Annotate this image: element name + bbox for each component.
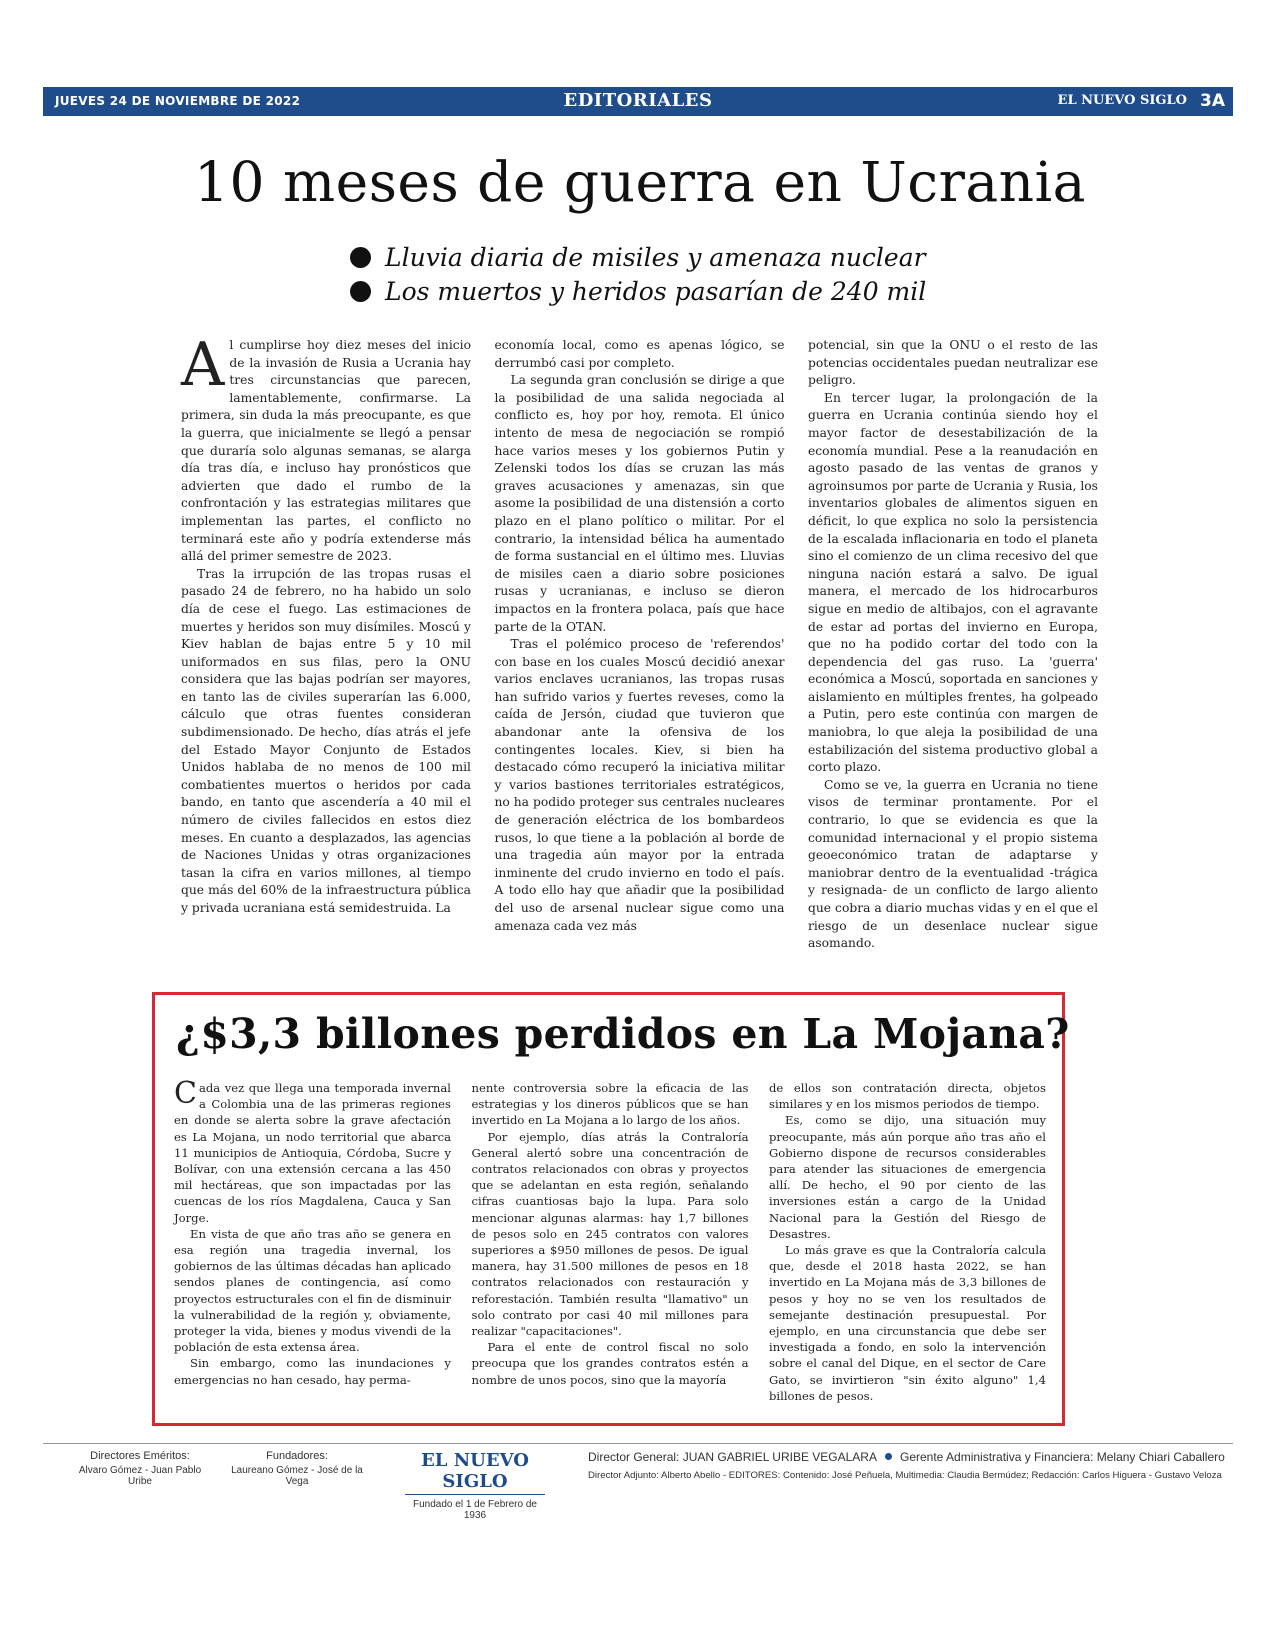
paragraph: En tercer lugar, la prolongación de la guerra en Ucrania continúa siendo hoy el mayor factor de desestabilización de la economía mundial. Pese a la reanudación en agosto pasado de las ventas de granos y agroinsumos por parte de Ucrania y Rusia, los inventarios globales de alimentos siguen en déficit, lo que explica no solo la persistencia de la escalada inflacionaria en todo el planeta sino el comienzo de un clima recesivo del que ninguna nación estará a salvo. De igual manera, el mercado de los hidrocarburos sigue en medio de altibajos, con el agravante de estar ad portas del invierno en Europa, que no ha podido cortar del todo con la dependencia del gas ruso. La 'guerra' económica a Moscú, soportada en sanciones y aislamiento en múltiples frentes, ha golpeado a Putin, pero este continúa con margen de maniobra, lo que aleja la posibilidad de una estabilización del sistema productivo global a corto plazo. (808, 390, 1098, 775)
bullet-icon (350, 247, 371, 268)
editorial-2-body (174, 1076, 1046, 1410)
page-number: 3A (1200, 91, 1225, 111)
editorial-1-column-3 (808, 337, 1098, 1009)
paragraph: nente controversia sobre la eficacia de las estrategias y los dineros públicos que se han invertido en La Mojana a lo largo de los años. (471, 1081, 749, 1128)
paragraph: Cada vez que llega una temporada invernal a Colombia una de las primeras regiones en donde se alerta sobre la grave afectación es La Mojana, un nodo territorial que abarca 11 municipios de Antioquia, Córdoba, Sucre y Bolívar, con una extensión cercana a las 450 mil hectáreas, que son impactadas por las cuencas de los ríos Magdalena, Cauca y San Jorge. (174, 1076, 451, 1225)
subhead-text: Los muertos y heridos pasarían de 240 mil (385, 276, 927, 306)
paragraph: Tras el polémico proceso de 'referendos' con base en los cuales Moscú decidió anexar varios enclaves ucranianos, las tropas rusas han sufrido varios y fuertes reveses, como la caída de Jersón, ciudad que tuvieron que abandonar ante la ofensiva de los contingentes locales. Kiev, si bien ha destacado cómo recuperó la iniciativa militar y varios bastiones territoriales estratégicos, no ha podido proteger sus centrales nucleares de generación eléctrica de los bombardeos rusos, lo que tiene a la población al borde de una tragedia aún mayor por la entrada inminente del crudo invierno en todo el país. A todo ello hay que añadir que la posibilidad del uso de arsenal nuclear sigue como una amenaza cada vez más (494, 637, 785, 933)
footer-divider (43, 1443, 1233, 1444)
bullet-icon (350, 281, 371, 302)
directors-emeritus (70, 1450, 210, 1487)
paragraph: economía local, como es apenas lógico, se derrumbó casi por completo. (494, 338, 785, 370)
paragraph: Es, como se dijo, una situación muy preocupante, más aún porque año tras año el Gobierno dispone de recursos considerables para atender las situaciones de emergencia allí. De hecho, el 90 por ciento de las inversiones están a cargo de la Unidad Nacional para la Gestión del Riesgo de Desastres. (769, 1113, 1046, 1241)
subhead-item (350, 240, 1050, 274)
editorial-1-body (181, 330, 1098, 1009)
paragraph: En vista de que año tras año se genera en esa región una tragedia invernal, los gobiernos de las últimas décadas han aplicado sendos planes de contingencia, así como proyectos estructurales con el fin de disminuir la vulnerabilidad de la región y, obviamente, proteger la vida, bienes y modus vivendi de la población de esta extensa área. (174, 1226, 451, 1355)
paragraph: potencial, sin que la ONU o el resto de las potencias occidentales puedan neutralizar ese peligro. (808, 338, 1098, 388)
editorial-1-column-1 (181, 330, 471, 1009)
issue-date: JUEVES 24 DE NOVIEMBRE DE 2022 (55, 94, 301, 108)
drop-cap: C (174, 1076, 197, 1111)
paragraph: Por ejemplo, días atrás la Contraloría General alertó sobre una concentración de contratos relacionados con obras y proyectos que se adelantan en esta región, señalando cifras cuantiosas bajo la lupa. Para solo mencionar algunas alarmas: hay 1,7 billones de pesos solo en 245 contratos con valores superiores a $950 millones de pesos. De igual manera, hay 31.500 millones de pesos en 18 contratos relacionados con restauración y reforestación. También resulta "llamativo" un solo contrato por casi 40 mil millones para realizar "capacitaciones". (471, 1129, 749, 1339)
section-title: EDITORIALES (563, 90, 713, 111)
paragraph: Al cumplirse hoy diez meses del inicio de la invasión de Rusia a Ucrania hay tres circunstancias que parecen, lamentablemente, confirmarse. La primera, sin duda la más preocupante, es que la guerra, que inicialmente se llegó a pensar que duraría solo algunas semanas, se alarga día tras día, e incluso hay pronósticos que advierten que dado el rumbo de la confrontación y las estrategias militares que implementan las partes, el conflicto no terminará este año y podría extenderse más allá del primer semestre de 2023. (181, 330, 471, 564)
page-header-bar (43, 87, 1233, 116)
founded-date: Fundado el 1 de Febrero de 1936 (413, 1499, 537, 1521)
editorial-1-subheads (350, 240, 1050, 308)
founders-names: Laureano Gómez - José de la Vega (231, 1465, 363, 1487)
directors-label: Directores Eméritos: (90, 1450, 190, 1462)
editorial-2-column-2 (472, 1080, 749, 1410)
paragraph: de ellos son contratación directa, objetos similares y en los mismos periodos de tiempo. (769, 1081, 1046, 1112)
subhead-text: Lluvia diaria de misiles y amenaza nuclear (385, 242, 926, 272)
editorial-1-column-2 (495, 337, 785, 1009)
staff-credits (588, 1450, 1228, 1481)
newspaper-brand: EL NUEVO SIGLO (1057, 93, 1187, 108)
masthead-logo (405, 1450, 545, 1521)
founders (222, 1450, 372, 1487)
editors-line: Director Adjunto: Alberto Abello - EDITORES: Contenido: José Peñuela, Multimedia: Claudia Bermúdez; Redacción: Carlos Higuera - Gustavo Veloza (588, 1470, 1222, 1481)
editorial-1-title: 10 meses de guerra en Ucrania (194, 150, 1086, 214)
paragraph: Como se ve, la guerra en Ucrania no tiene visos de terminar prontamente. Por el contrario, lo que se evidencia es que la comunidad internacional y el propio sistema geoeconómico tratan de adaptarse y maniobrar dentro de la eventualidad -trágica y resignada- de un conflicto de largo aliento que cobra a diario muchas vidas y en el que el riesgo de un desenlace nuclear sigue asomando. (808, 777, 1098, 951)
directors-names: Alvaro Gómez - Juan Pablo Uribe (78, 1465, 202, 1487)
paragraph: Tras la irrupción de las tropas rusas el pasado 24 de febrero, no ha habido un solo día de cese el fuego. Las estimaciones de muertes y heridos son muy disímiles. Moscú y Kiev hablan de bajas entre 5 y 10 mil uniformados en sus filas, pero la ONU considera que las bajas podrían ser mayores, en tanto las de civiles superarían las 6.000, cálculo que otras fuentes consideran subdimensionado. De hecho, días atrás el jefe del Estado Mayor Conjunto de Estados Unidos hablaba de no menos de 100 mil combatientes muertos o heridos por cada bando, en tanto que ascendería a 40 mil el número de civiles fallecidos en estos diez meses. En cuanto a desplazados, las agencias de Naciones Unidas y otras organizaciones tasan la cifra en varios millones, al tiempo que más del 60% de la infraestructura pública y privada ucraniana está semidestruida. La (181, 566, 471, 915)
separator-dot-icon (885, 1453, 892, 1460)
editorial-2-title: ¿$3,3 billones perdidos en La Mojana? (176, 1010, 1070, 1058)
drop-cap: A (181, 330, 225, 400)
paragraph: Sin embargo, como las inundaciones y emergencias no han cesado, hay perma- (174, 1356, 451, 1387)
editorial-2-column-1 (174, 1076, 451, 1410)
founders-label: Fundadores: (266, 1450, 328, 1462)
gerente: Gerente Administrativa y Financiera: Melany Chiari Caballero (899, 1450, 1225, 1464)
paragraph: La segunda gran conclusión se dirige a que la posibilidad de una salida negociada al conflicto es, hoy por hoy, remota. El único intento de mesa de negociación se rompió hace varios meses y los gobiernos Putin y Zelenski todos los días se cruzan las más graves acusaciones y amenazas, sin que asome la posibilidad de una distensión a corto plazo en el plano político o militar. Por el contrario, la intensidad bélica ha aumentado de forma sustancial en el último mes. Lluvias de misiles caen a diario sobre posiciones rusas y ucranianas, e incluso se dieron impactos en la frontera polaca, país que hace parte de la OTAN. (494, 373, 785, 634)
logo-text: EL NUEVO SIGLO (405, 1450, 545, 1495)
editorial-2-column-3 (769, 1080, 1046, 1410)
management-line (588, 1450, 1228, 1464)
paragraph: Lo más grave es que la Contraloría calcula que, desde el 2018 hasta 2022, se han invertido en La Mojana más de 3,3 billones de pesos y hoy no se ven los resultados de semejante destinación presupuestal. Por ejemplo, en una circunstancia que debe ser investigada a fondo, en solo la intervención sobre el canal del Dique, en el sector de Care Gato, se invirtieron "sin éxito alguno" 1,4 billones de pesos. (769, 1243, 1046, 1403)
paragraph: Para el ente de control fiscal no solo preocupa que los grandes contratos estén a nombre de unos pocos, sino que la mayoría (471, 1340, 749, 1387)
director-general: Director General: JUAN GABRIEL URIBE VEGALARA (588, 1450, 877, 1464)
subhead-item (350, 274, 1050, 308)
